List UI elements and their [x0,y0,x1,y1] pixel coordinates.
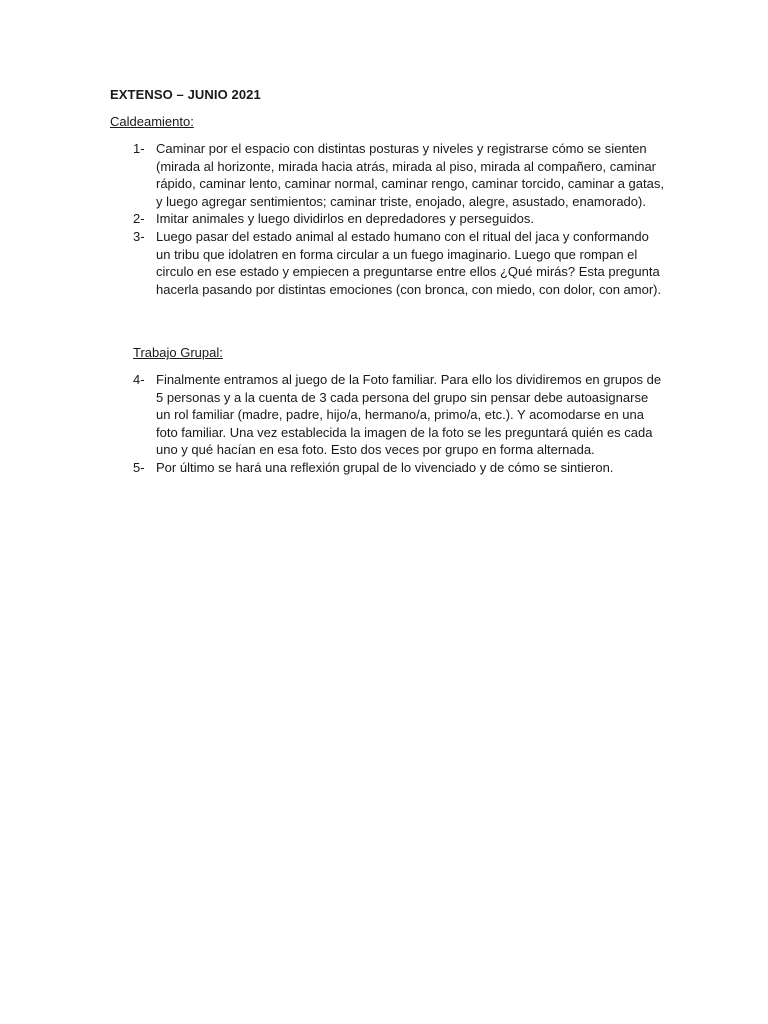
section-heading-caldeamiento: Caldeamiento: [110,114,194,129]
list-item [0,459,768,477]
item-number: 5- [133,459,145,475]
item-number: 3- [133,228,145,244]
list-item [0,210,768,228]
list-item [0,140,768,210]
list-item [0,371,768,459]
activity-list-caldeamiento [0,140,768,298]
section-heading-trabajo-grupal: Trabajo Grupal: [133,345,223,360]
item-text: Caminar por el espacio con distintas posturas y niveles y registrarse cómo se sienten (mirada al horizonte, mirada hacia atrás, mirada al piso, mirada al compañero, caminar rápido, caminar lento, caminar normal, caminar rengo, caminar torcido, caminar a gatas, y luego agregar sentimientos; caminar triste, enojado, alegre, asustado, enamorado). [156,141,664,209]
item-number: 2- [133,211,145,227]
activity-list-trabajo-grupal [0,371,768,477]
item-number: 1- [133,141,145,156]
document-title: EXTENSO – JUNIO 2021 [110,87,261,102]
item-text: Por último se hará una reflexión grupal de lo vivenciado y de cómo se sintieron. [156,459,614,475]
item-text: Finalmente entramos al juego de la Foto familiar. Para ello los dividiremos en grupos de 5 personas y a la cuenta de 3 cada persona del grupo sin pensar debe autoasignarse un rol familiar (madre, padre, hijo/a, hermano/a, primo/a, etc.). Y acomodarse en una foto familiar. Una vez establecida la imagen de la foto se les preguntará quién es cada uno y qué hacían en esa foto. Esto dos veces por grupo en forma alternada. [156,372,662,458]
item-number: 4- [133,372,145,387]
item-text: Luego pasar del estado animal al estado humano con el ritual del jaca y conformando un tribu que idolatren en forma circular a un fuego imaginario. Luego que rompan el circulo en ese estado y empiecen a preguntarse entre ellos ¿Qué mirás? Esta pregunta hacerla pasando por distintas emociones (con bronca, con miedo, con dolor, con amor). [156,228,662,297]
list-item [0,228,768,298]
item-text: Imitar animales y luego dividirlos en depredadores y perseguidos. [156,211,534,227]
